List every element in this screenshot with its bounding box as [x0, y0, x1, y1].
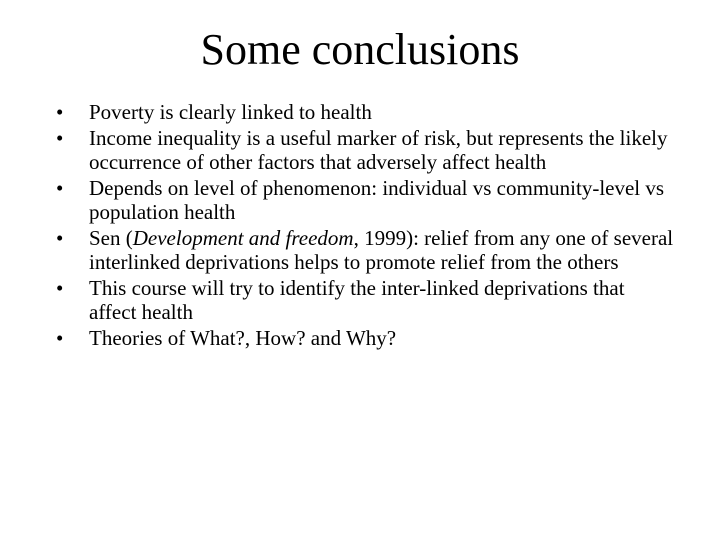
book-title: Development and freedom: [132, 226, 354, 250]
bullet-text: This course will try to identify the inter-linked deprivations that affect health: [89, 276, 625, 324]
bullet-item-course: [56, 276, 676, 324]
bullet-text: Income inequality is a useful marker of risk, but represents the likely occurrence of other factors that adversely affect health: [89, 126, 668, 174]
bullet-item-income-inequality: [56, 126, 676, 174]
bullet-icon: •: [56, 100, 64, 124]
bullet-list: [56, 100, 676, 352]
bullet-text: Poverty is clearly linked to health: [89, 100, 372, 124]
slide-title: Some conclusions: [200, 25, 520, 74]
bullet-text: Depends on level of phenomenon: individual vs community-level vs population health: [89, 176, 665, 224]
bullet-icon: •: [56, 126, 64, 150]
bullet-text-suffix: , 1999): relief from any one of several interlinked deprivations helps to promote relief from the others: [89, 226, 674, 274]
bullet-item-level-of-phenomenon: [56, 176, 676, 224]
bullet-item-sen: [56, 226, 676, 274]
bullet-item-poverty: [56, 100, 676, 124]
bullet-text: Theories of What?, How? and Why?: [89, 326, 397, 350]
bullet-icon: •: [56, 276, 64, 300]
bullet-icon: •: [56, 176, 64, 200]
bullet-item-theories: [56, 326, 676, 350]
bullet-icon: •: [56, 226, 64, 250]
bullet-icon: •: [56, 326, 64, 350]
bullet-text-prefix: Sen (: [89, 226, 133, 250]
